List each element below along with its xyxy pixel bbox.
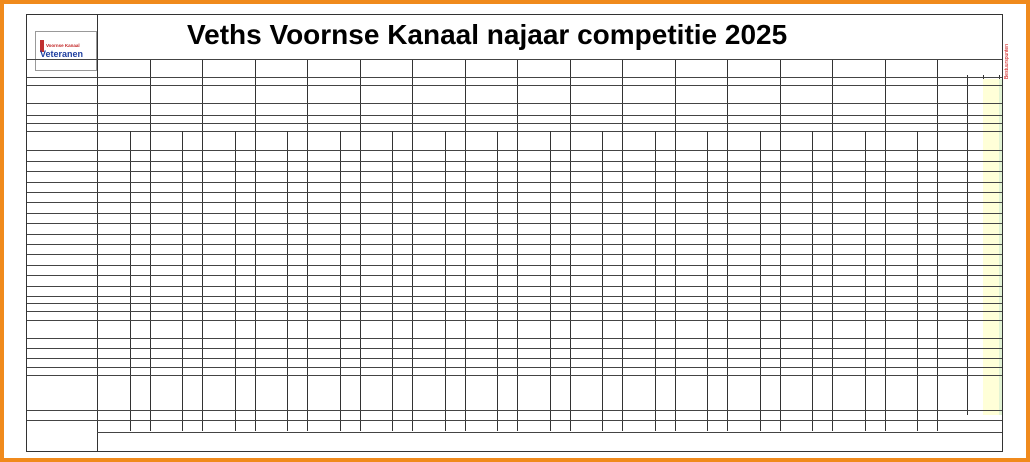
empty-row [27,311,1002,312]
table-row [27,234,1002,235]
row-line [27,375,1002,376]
pnt-column-border [550,131,551,431]
pnt-column-border [812,131,813,431]
pnt-column-border [182,131,183,431]
table-row [27,182,1002,183]
pnt-column-border [655,131,656,431]
pnt-column-border [445,131,446,431]
empty-row [27,303,1002,304]
pnt-column-border [340,131,341,431]
club-logo [35,31,97,71]
tot-column-border [967,75,968,415]
row-line [27,320,1002,321]
pnt-column-border [865,131,866,431]
table-row [27,254,1002,255]
pnt-column-border [392,131,393,431]
row-line [27,410,1002,411]
page-title: Veths Voornse Kanaal najaar competitie 2025 [187,19,788,50]
logo-top-text: Voornse Kanaal [46,43,80,48]
row-line [27,115,1002,116]
pnt-column-border [760,131,761,431]
pnt-column-border [707,131,708,431]
row-line [27,348,1002,349]
row-line [27,338,1002,339]
table-row [27,161,1002,162]
row-line [27,358,1002,359]
pnt-column-border [235,131,236,431]
table-row [27,244,1002,245]
table-row [27,171,1002,172]
spreadsheet [26,14,1003,452]
row-line [27,131,1002,132]
row-line [27,85,1002,86]
table-row [27,213,1002,214]
pnt-column-border [287,131,288,431]
table-row [27,265,1002,266]
row-line [27,77,1002,78]
green-band [999,79,1003,415]
table-row [27,275,1002,276]
row-line [27,59,1002,60]
row-line [27,123,1002,124]
pnt-column-border [602,131,603,431]
pnt-column-border [130,131,131,431]
table-row [27,150,1002,151]
row-line [97,432,1002,433]
table-row [27,202,1002,203]
table-row [27,286,1002,287]
table-row [27,192,1002,193]
empty-row [27,296,1002,297]
row-line [27,367,1002,368]
logo-bottom-text: Veteranen [40,49,84,59]
row-line [27,103,1002,104]
table-row [27,223,1002,224]
yellow-band [983,79,999,415]
side-label: Bestuurspunten [1004,44,1010,80]
pnt-column-border [917,131,918,431]
row-line [27,420,1002,421]
pnt-column-border [497,131,498,431]
